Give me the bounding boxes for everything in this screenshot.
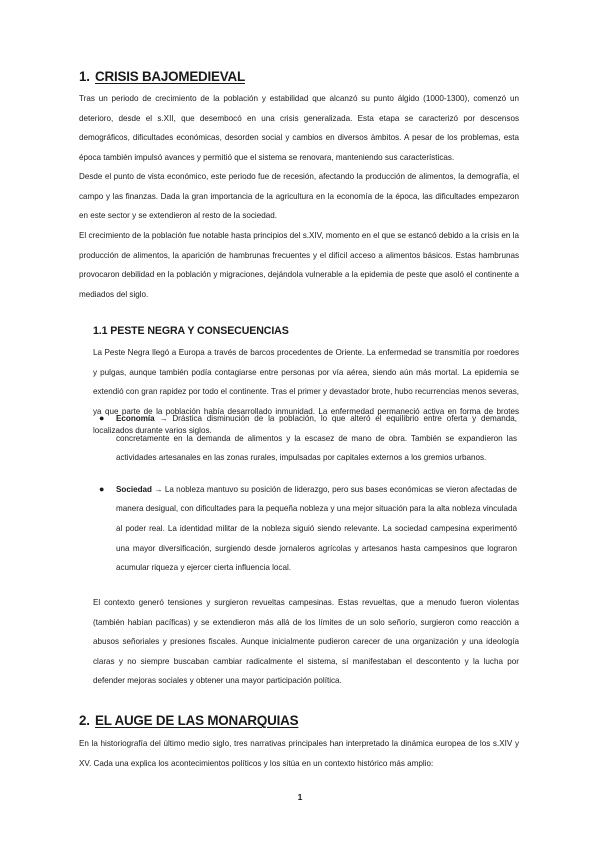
section-2-heading xyxy=(79,713,298,728)
bullet-term: Economía xyxy=(116,414,155,423)
section-1-paragraph-1: Tras un periodo de crecimiento de la población y estabilidad que alcanzó su punto álgido (1000-1300), comenzó un deterioro, desde el s.XII, que desembocó en una crisis generalizada. Esta etapa se caracterizó por descensos demográficos, dificultades económicas, desorden social y cambios en diversos ámbitos. A pesar de los problemas, esta época también impulsó avances y permitió que el sistema se renovara, manteniendo sus características. xyxy=(79,94,519,162)
section-2-title: EL AUGE DE LAS MONARQUIAS xyxy=(95,713,299,728)
section-1-paragraph-2: Desde el punto de vista económico, este periodo fue de recesión, afectando la producción de alimentos, la demografía, el campo y las finanzas. Dada la gran importancia de la agricultura en la economía de la época, las dificultades empezaron en este sector y se extendieron al resto de la sociedad. xyxy=(79,172,519,221)
subsection-1-1-closing: El contexto generó tensiones y surgieron revueltas campesinas. Estas revueltas, que a menudo fueron violentas (también habían pacíficas) y se extendieron más allá de los límites de un solo señorío, surgieron como reacción a abusos señoriales y presiones fiscales. Aunque inicialmente pudieron carecer de una organización y una ideología claras y no siempre buscaban cambiar radicalmente el sistema, sí manifestaban el descontento y la lucha por defender mejoras sociales y obtener una mayor participación política. xyxy=(93,598,519,686)
section-2-paragraph: En la historiografía del último medio siglo, tres narrativas principales han interpretado la dinámica europea de los s.XIV y XV. Cada una explica los acontecimientos políticos y los sitúa en un contexto histórico más amplio: xyxy=(79,739,519,768)
bullet-text: → Drástica disminución de la población, lo que alteró el equilibrio entre oferta y demanda, concretamente en la demanda de alimentos y la escasez de mano de obra. También se expandieron las actividades artesanales en las zonas rurales, impulsadas por capitales externos a los gremios urbanos. xyxy=(116,414,517,463)
bullet-icon: ● xyxy=(99,483,105,494)
section-1-number: 1. xyxy=(79,69,90,84)
subsection-1-1-intro: La Peste Negra llegó a Europa a través de barcos procedentes de Oriente. La enfermedad se transmitía por roedores y pulgas, aunque también podía contagiarse entre personas por vía aérea, siendo aún más mortal. La epidemia se extendió con gran rapidez por todo el continente. Tras el primer y devastador brote, hubo recurrencias menos severas, ya que parte de la población había desarrollado inmunidad. La enfermedad permaneció activa en forma de brotes localizados durante varios siglos. xyxy=(93,348,519,436)
subsection-1-1-heading: 1.1 PESTE NEGRA Y CONSECUENCIAS xyxy=(93,325,289,337)
section-1-title: CRISIS BAJOMEDIEVAL xyxy=(95,69,245,84)
page-number: 1 xyxy=(297,792,303,802)
bullet-text: → La nobleza mantuvo su posición de liderazgo, pero sus bases económicas se vieron afectadas de manera desigual, con dificultades para la pequeña nobleza y una mejor situación para la alta nobleza vinculada al poder real. La identidad militar de la nobleza siguió siendo relevante. La sociedad campesina experimentó una mayor diversificación, surgiendo desde jornaleros agrícolas y artesanos hasta campesinos que lograron acumular riqueza y ejercer cierta influencia local. xyxy=(116,484,517,573)
list-item-economia xyxy=(93,409,517,468)
list-item-sociedad xyxy=(93,480,517,578)
section-1-paragraph-3: El crecimiento de la población fue notable hasta principios del s.XIV, momento en el que se estancó debido a la crisis en la producción de alimentos, la aparición de hambrunas frecuentes y el difícil acceso a alimentos básicos. Estas hambrunas provocaron debilidad en la población y migraciones, dejándola vulnerable a la epidemia de peste que asoló el continente a mediados del siglo. xyxy=(79,231,519,299)
bullet-icon: ● xyxy=(99,413,105,423)
bullet-term: Sociedad xyxy=(116,484,152,494)
section-2-number: 2. xyxy=(79,713,90,728)
section-1-heading xyxy=(79,69,245,84)
consequences-list xyxy=(93,409,517,578)
